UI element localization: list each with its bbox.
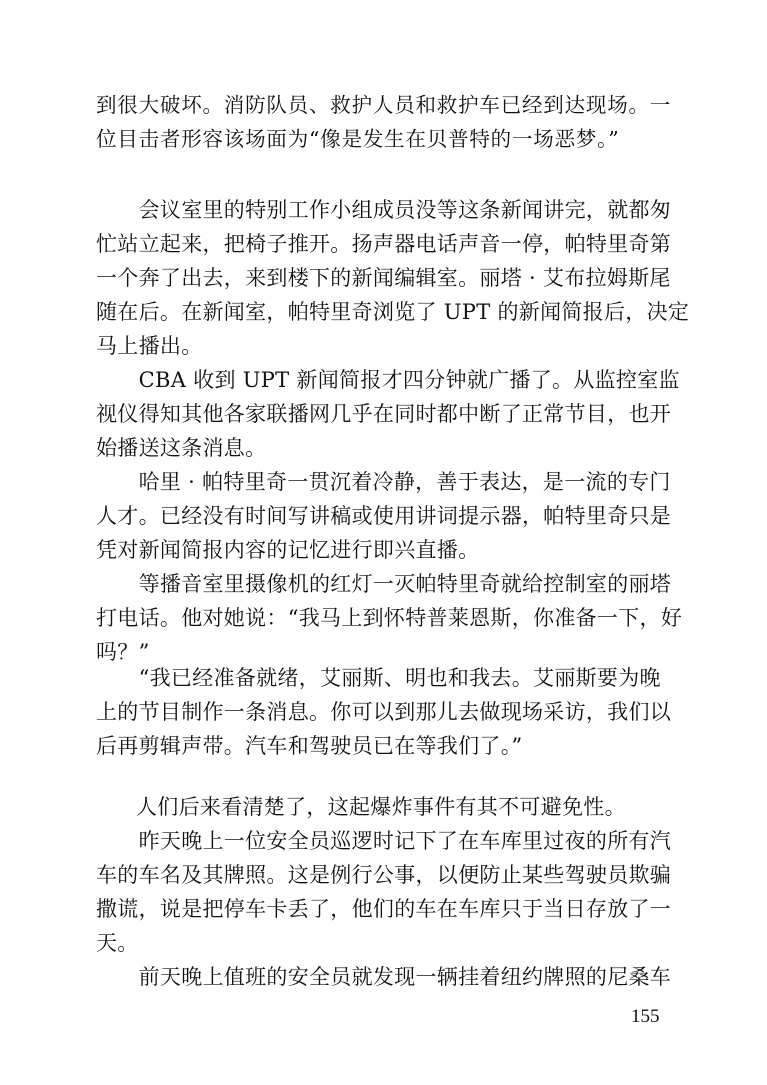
text-line: 等播音室里摄像机的红灯一灭帕特里奇就给控制室的丽塔 (96, 572, 672, 596)
paragraph-2 (96, 193, 690, 363)
text-line: “我已经准备就绪，艾丽斯、明也和我去。艾丽斯要为晚 (96, 666, 661, 690)
text-line: 马上播出。 (96, 334, 203, 358)
text-line: 视仪得知其他各家联播网几乎在同时都中断了正常节目，也开 (96, 402, 672, 426)
text-line: 位目击者形容该场面为“像是发生在贝普特的一场恶梦。” (96, 127, 620, 151)
text-line: 后再剪辑声带。汽车和驾驶员已在等我们了。” (96, 734, 523, 758)
text-line: 人才。已经没有时间写讲稿或使用讲词提示器，帕特里奇只是 (96, 504, 672, 528)
text-line: 哈里 · 帕特里奇一贯沉着冷静，善于表达，是一流的专门 (96, 470, 671, 494)
text-line: 前天晚上值班的安全员就发现一辆挂着纽约牌照的尼桑车 (96, 965, 672, 989)
text-line: 随在后。在新闻室，帕特里奇浏览了 UPT 的新闻简报后，决定 (96, 300, 690, 324)
text-line: 一个奔了出去，来到楼下的新闻编辑室。丽塔 · 艾布拉姆斯尾 (96, 266, 671, 290)
text-line: 到很大破坏。消防队员、救护人员和救护车已经到达现场。一 (96, 93, 672, 117)
text-line: 会议室里的特别工作小组成员没等这条新闻讲完，就都匆 (96, 198, 672, 222)
text-line: 天。 (96, 931, 139, 955)
text-line: 打电话。他对她说：“我马上到怀特普莱恩斯，你准备一下，好 (96, 606, 683, 630)
text-line: 撒谎，说是把停车卡丢了，他们的车在车库只于当日存放了一 (96, 897, 672, 921)
text-line: 上的节目制作一条消息。你可以到那儿去做现场采访，我们以 (96, 700, 672, 724)
text-line: 人们后来看清楚了，这起爆炸事件有其不可避免性。 (136, 795, 626, 819)
paragraph-4 (96, 465, 676, 567)
text-line: CBA 收到 UPT 新闻简报才四分钟就广播了。从监控室监 (96, 368, 680, 392)
text-line: 凭对新闻简报内容的记忆进行即兴直播。 (96, 538, 480, 562)
text-line: 车的车名及其牌照。这是例行公事，以便防止某些驾驶员欺骗 (96, 863, 672, 887)
text-line: 吗？” (96, 640, 150, 664)
page-number: 155 (631, 1006, 660, 1027)
paragraph-1 (96, 88, 676, 156)
paragraph-7 (96, 790, 676, 824)
paragraph-5 (96, 567, 683, 669)
text-line: 昨天晚上一位安全员巡逻时记下了在车库里过夜的所有汽 (96, 829, 672, 853)
paragraph-8 (96, 824, 676, 960)
paragraph-3 (96, 363, 680, 465)
text-line: 始播送这条消息。 (96, 436, 267, 460)
text-line: 忙站立起来，把椅子推开。扬声器电话声音一停，帕特里奇第 (96, 232, 672, 256)
paragraph-9 (96, 960, 676, 994)
paragraph-6 (96, 661, 676, 763)
